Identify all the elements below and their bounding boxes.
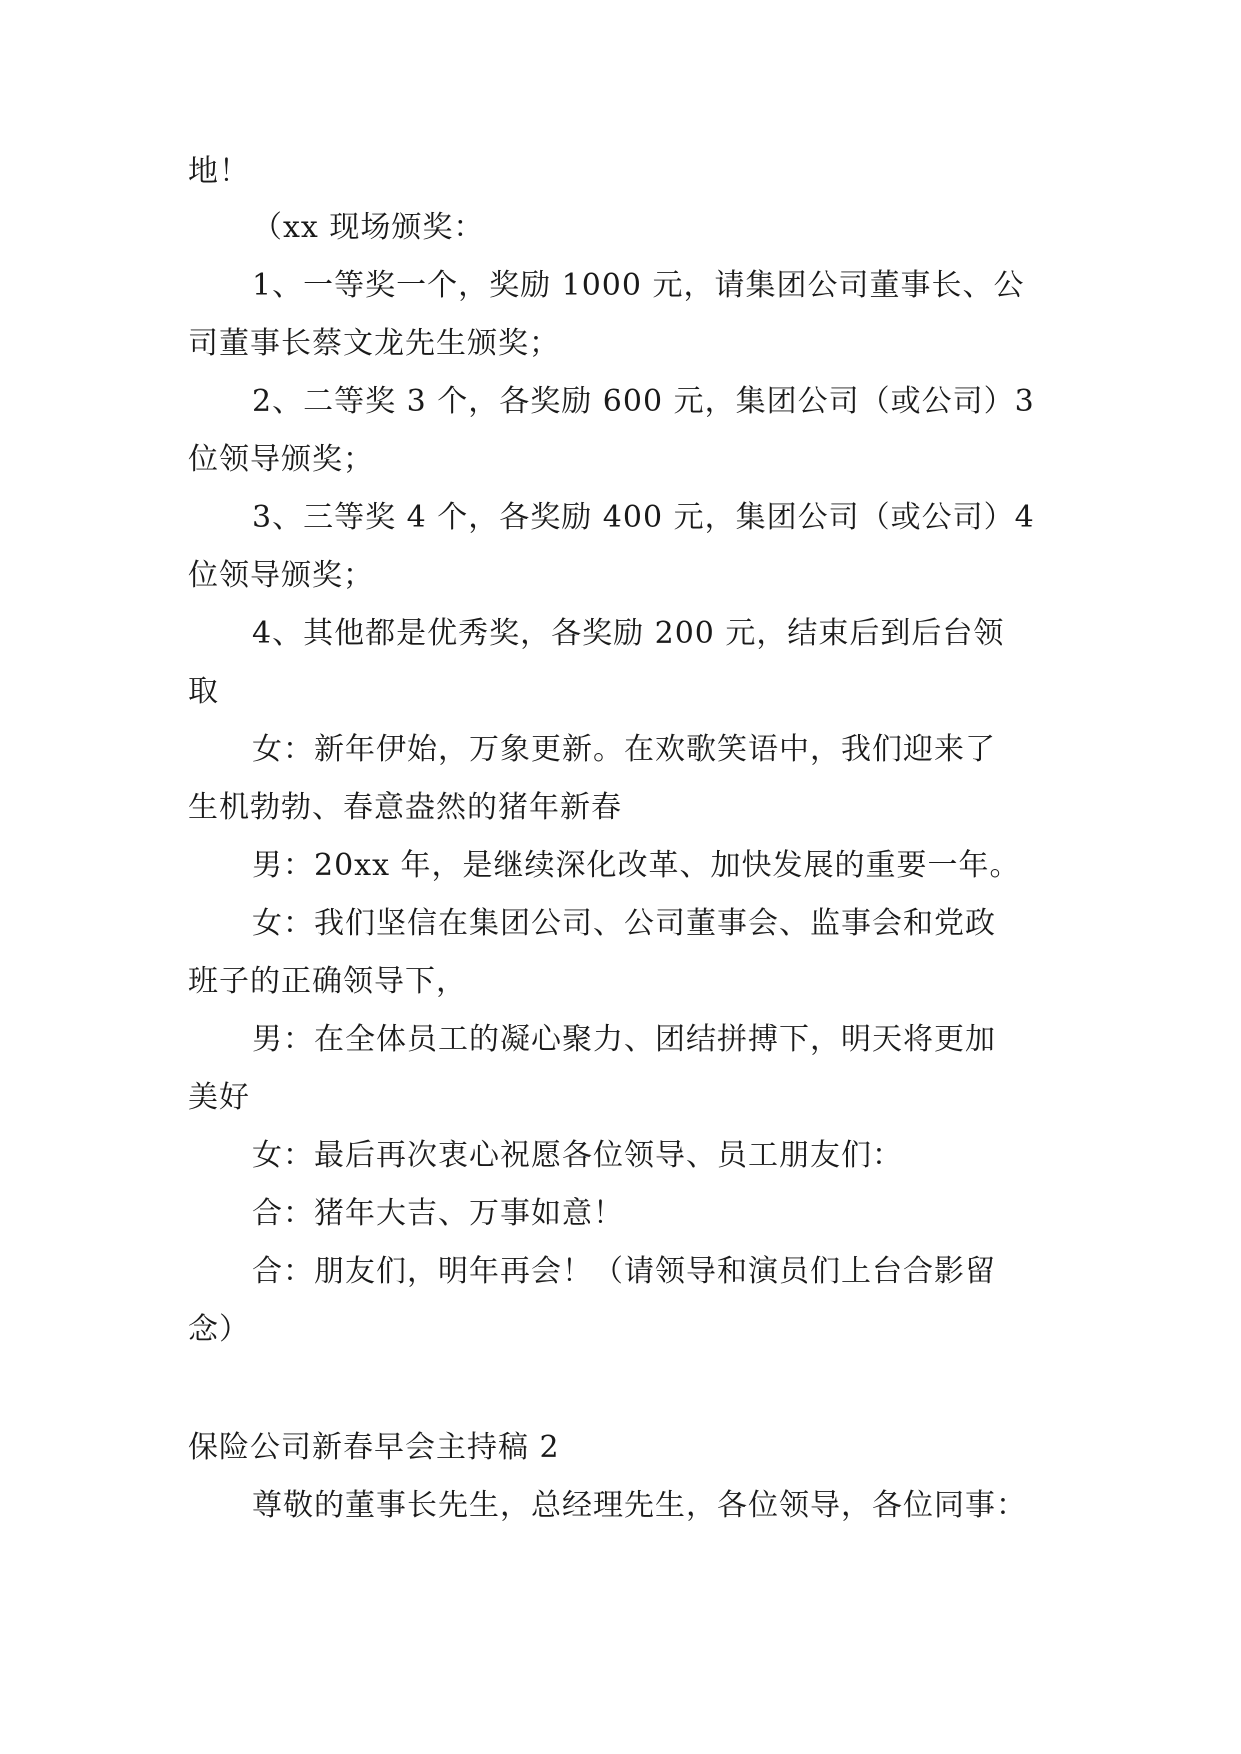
text-line: 生机勃勃、春意盎然的猪年新春: [188, 790, 622, 825]
text-line: 女：新年伊始，万象更新。在欢歌笑语中，我们迎来了: [252, 732, 996, 767]
text-line: （xx 现场颁奖：: [252, 210, 485, 245]
text-line: 3、三等奖 4 个，各奖励 400 元，集团公司（或公司）4: [252, 500, 1035, 535]
text-line: 2、二等奖 3 个，各奖励 600 元，集团公司（或公司）3: [252, 384, 1035, 419]
text-line: 取: [188, 674, 219, 709]
text-line: 合：猪年大吉、万事如意！: [252, 1196, 624, 1231]
text-line: 男：在全体员工的凝心聚力、团结拼搏下，明天将更加: [252, 1022, 996, 1057]
text-line: 4、其他都是优秀奖，各奖励 200 元，结束后到后台领: [252, 616, 1005, 651]
text-line: 地！: [188, 154, 250, 189]
text-line: 位领导颁奖；: [188, 558, 374, 593]
text-line: 女：最后再次衷心祝愿各位领导、员工朋友们：: [252, 1138, 903, 1173]
section-title: 保险公司新春早会主持稿 2: [188, 1430, 560, 1465]
section-first-line: 尊敬的董事长先生，总经理先生，各位领导，各位同事：: [252, 1488, 1027, 1523]
text-line: 司董事长蔡文龙先生颁奖；: [188, 326, 560, 361]
text-line: 位领导颁奖；: [188, 442, 374, 477]
text-line: 合：朋友们，明年再会！（请领导和演员们上台合影留: [252, 1254, 996, 1289]
text-line: 念）: [188, 1312, 250, 1347]
text-line: 男：20xx 年，是继续深化改革、加快发展的重要一年。: [252, 848, 1021, 883]
text-line: 美好: [188, 1080, 250, 1115]
text-line: 女：我们坚信在集团公司、公司董事会、监事会和党政: [252, 906, 996, 941]
text-line: 1、一等奖一个，奖励 1000 元，请集团公司董事长、公: [252, 268, 1025, 303]
text-line: 班子的正确领导下，: [188, 964, 467, 999]
